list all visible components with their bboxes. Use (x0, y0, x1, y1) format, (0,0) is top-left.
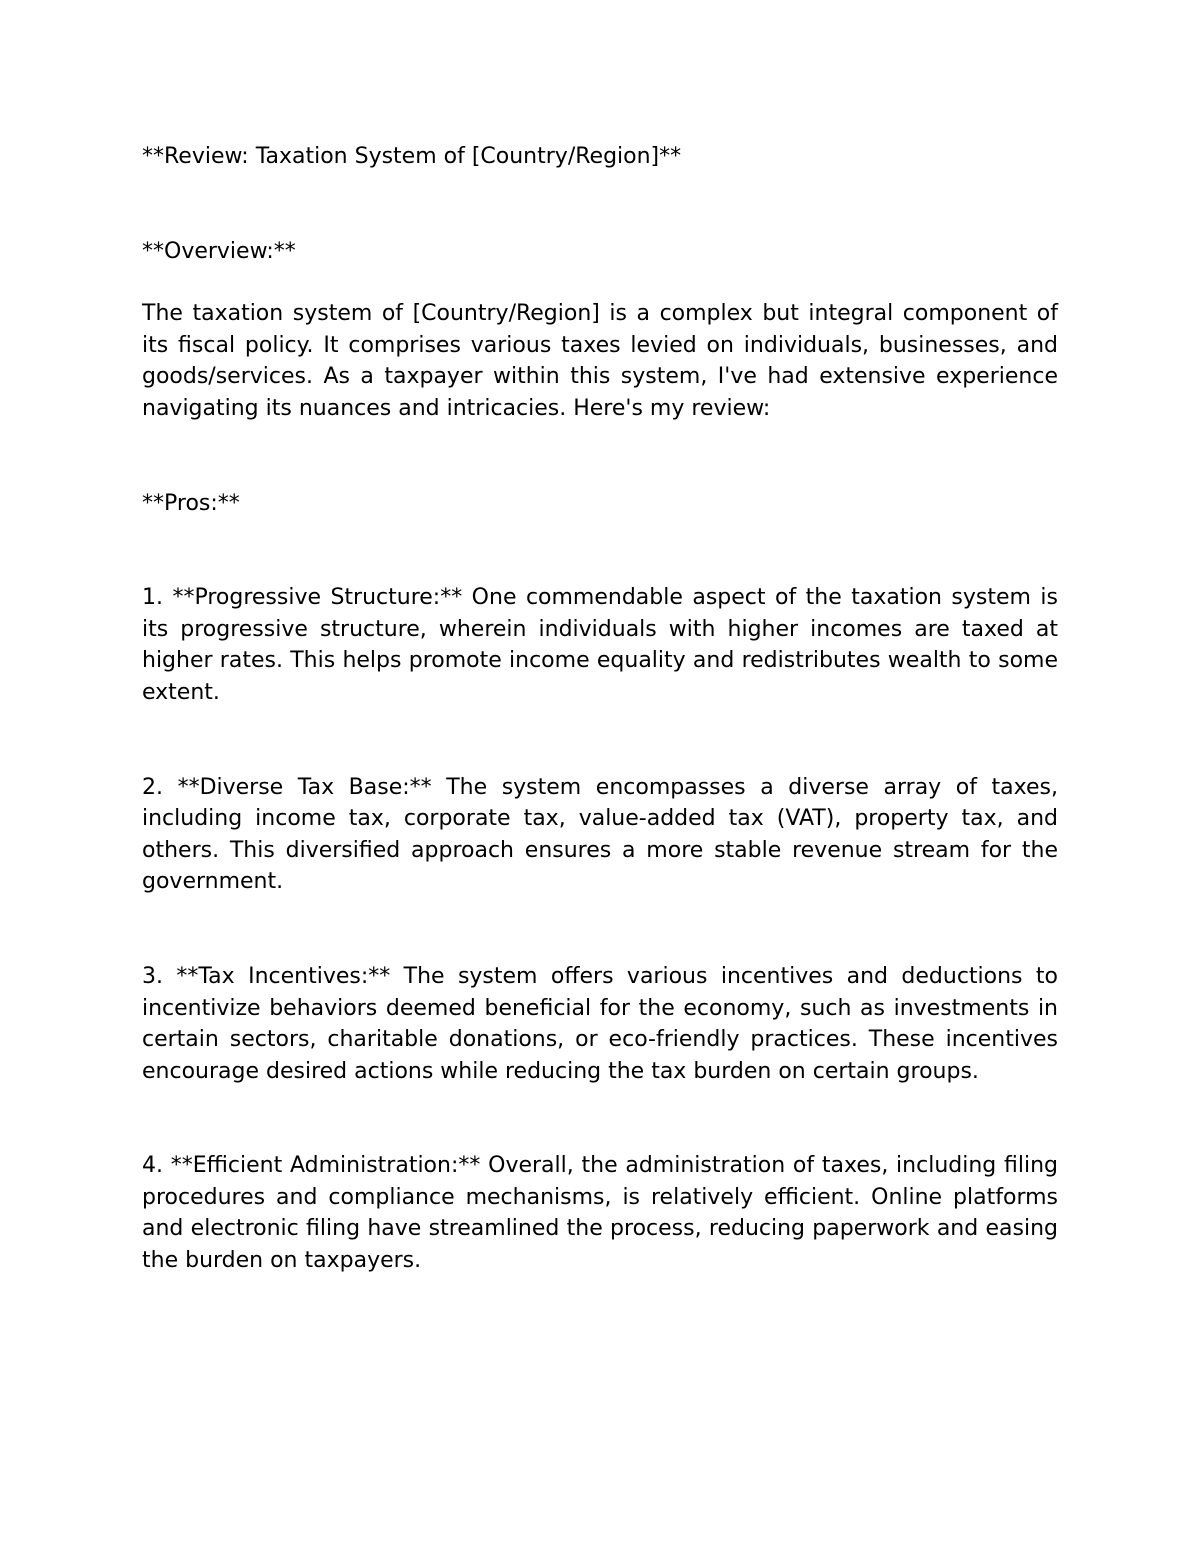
pros-item-efficient-administration: 4. **Efficient Administration:** Overall, the administration of taxes, including filing procedures and compliance mechanisms, is relatively efficient. Online platforms and electronic filing have streamlined the process, reducing paperwork and easing the burden on taxpayers. (142, 1153, 1058, 1274)
pros-item-tax-incentives: 3. **Tax Incentives:** The system offers various incentives and deductions to incentivize behaviors deemed beneficial for the economy, such as investments in certain sectors, charitable donations, or eco-friendly practices. These incentives encourage desired actions while reducing the tax burden on certain groups. (142, 963, 1058, 1084)
pros-item-progressive-structure: 1. **Progressive Structure:** One commendable aspect of the taxation system is its progressive structure, wherein individuals with higher incomes are taxed at higher rates. This helps promote income equality and redistributes wealth to some extent. (142, 585, 1058, 705)
document-body (142, 141, 1058, 1340)
document-title: **Review: Taxation System of [Country/Region]** (142, 144, 682, 169)
pros-item-diverse-tax-base: 2. **Diverse Tax Base:** The system encompasses a diverse array of taxes, including income tax, corporate tax, value-added tax (VAT), property tax, and others. This diversified approach ensures a more stable revenue stream for the government. (142, 774, 1058, 895)
pros-heading: **Pros:** (142, 490, 240, 516)
overview-heading: **Overview:** (142, 238, 296, 264)
overview-paragraph: The taxation system of [Country/Region] is a complex but integral component of its fiscal policy. It comprises various taxes levied on individuals, businesses, and goods/services. As a taxpayer within this system, I've had extensive experience navigating its nuances and intricacies. Here's my review: (142, 301, 1058, 421)
